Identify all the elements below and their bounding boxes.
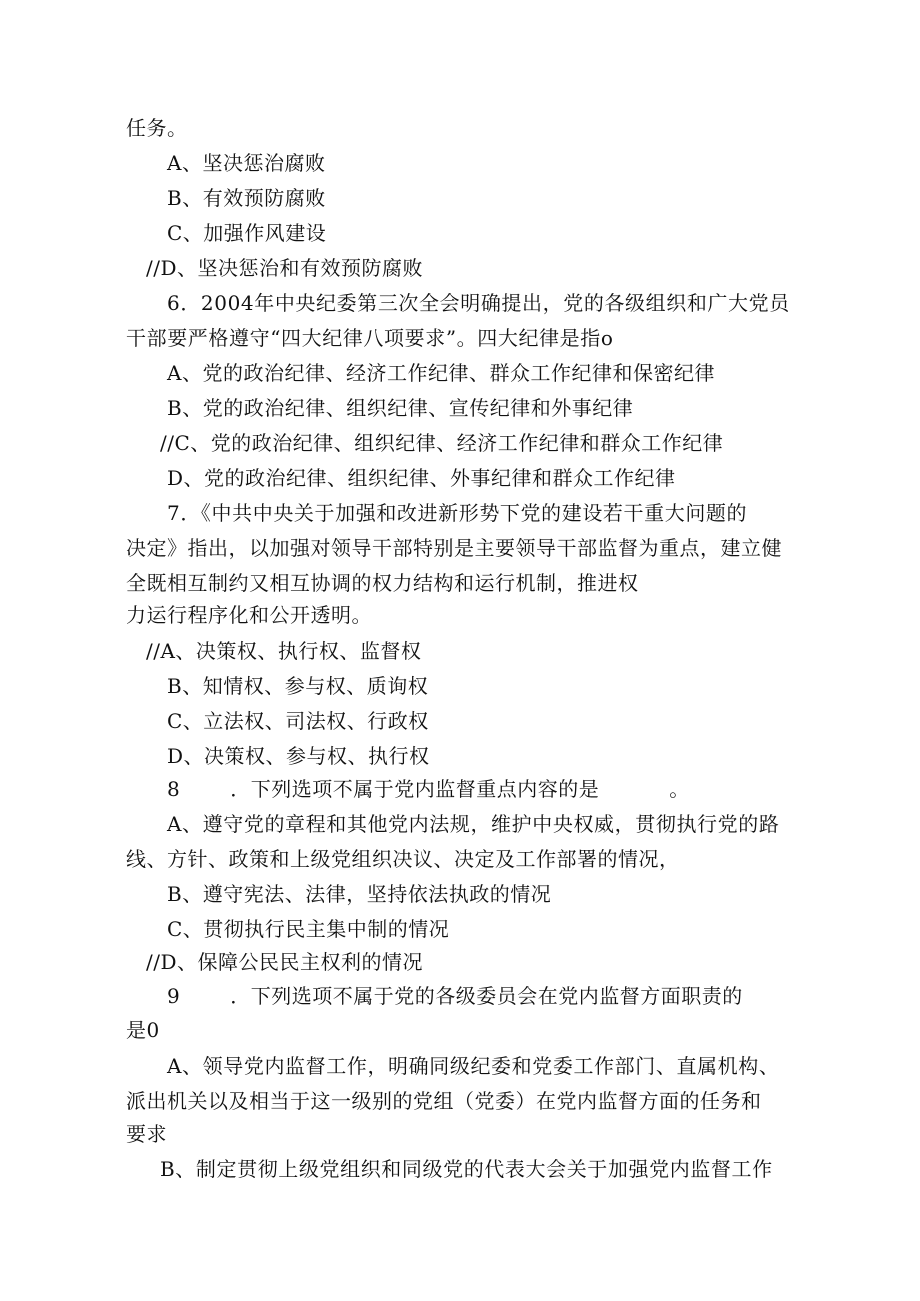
question-9	[167, 983, 743, 1009]
option-c: C、立法权、司法权、行政权	[167, 709, 429, 733]
option-d-marked: //D、坚决惩治和有效预防腐败	[146, 256, 424, 280]
option-b: B、有效预防腐败	[167, 186, 326, 210]
question-6: 6．2004年中央纪委第三次全会明确提出，党的各级组织和广大党员	[167, 291, 790, 315]
option-a: A、遵守党的章程和其他党内法规，维护中央权威，贯彻执行党的路	[167, 812, 780, 836]
option-c: C、贯彻执行民主集中制的情况	[167, 917, 450, 941]
question-9-cont: 是0	[126, 1018, 160, 1042]
option-a-marked: //A、决策权、执行权、监督权	[146, 639, 422, 663]
question-7: 7．《中共中央关于加强和改进新形势下党的建设若干重大问题的	[167, 501, 748, 525]
question-7-cont: 全既相互制约又相互协调的权力结构和运行机制，推进权	[126, 571, 639, 595]
question-number: 9	[167, 984, 181, 1008]
option-a-cont: 线、方针、政策和上级党组织决议、决定及工作部署的情况，	[126, 847, 680, 871]
question-text: ．下列选项不属于党的各级委员会在党内监督方面职责的	[230, 984, 743, 1008]
option-a-cont: 派出机关以及相当于这一级别的党组（党委）在党内监督方面的任务和	[126, 1089, 762, 1113]
option-b: B、知情权、参与权、质询权	[167, 674, 429, 698]
blank-end: 。	[669, 777, 690, 801]
option-a: A、领导党内监督工作，明确同级纪委和党委工作部门、直属机构、	[167, 1054, 780, 1078]
text-line: 任务。	[126, 116, 188, 140]
option-a-cont: 要求	[126, 1122, 167, 1146]
question-6-cont: 干部要严格遵守“四大纪律八项要求”。四大纪律是指o	[126, 326, 614, 350]
option-b: B、遵守宪法、法律，坚持依法执政的情况	[167, 882, 552, 906]
option-a: A、党的政治纪律、经济工作纪律、群众工作纪律和保密纪律	[167, 361, 715, 385]
option-d-marked: //D、保障公民民主权利的情况	[146, 950, 424, 974]
question-7-cont: 决定》指出，以加强对领导干部特别是主要领导干部监督为重点，建立健	[126, 536, 782, 560]
question-8	[167, 776, 690, 802]
question-7-cont: 力运行程序化和公开透明。	[126, 603, 372, 627]
option-d: D、党的政治纪律、组织纪律、外事纪律和群众工作纪律	[167, 466, 676, 490]
option-a: A、坚决惩治腐败	[167, 151, 326, 175]
option-b: B、制定贯彻上级党组织和同级党的代表大会关于加强党内监督工作	[160, 1157, 773, 1181]
option-c: C、加强作风建设	[167, 221, 327, 245]
option-d: D、决策权、参与权、执行权	[167, 744, 430, 768]
option-b: B、党的政治纪律、组织纪律、宣传纪律和外事纪律	[167, 396, 634, 420]
question-text: ．下列选项不属于党内监督重点内容的是	[230, 777, 600, 801]
option-c-marked: //C、党的政治纪律、组织纪律、经济工作纪律和群众工作纪律	[160, 431, 724, 455]
question-number: 8	[167, 777, 181, 801]
